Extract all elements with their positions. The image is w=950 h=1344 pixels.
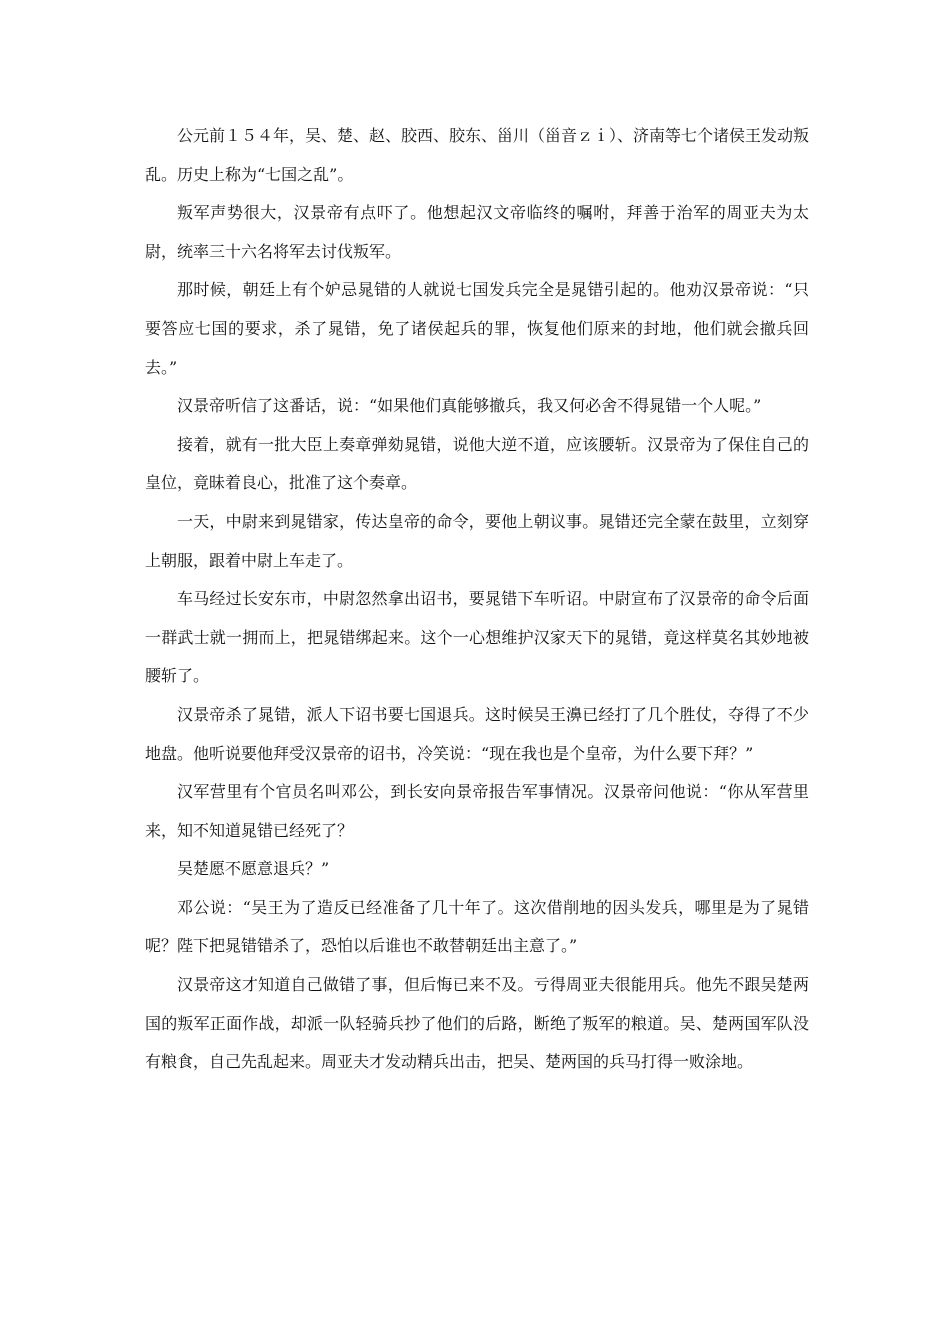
paragraph-9: 汉军营里有个官员名叫邓公，到长安向景帝报告军事情况。汉景帝问他说：“你从军营里来，知不知道晁错已经死了？ <box>145 782 809 840</box>
paragraph-12: 汉景帝这才知道自己做错了事，但后悔已来不及。亏得周亚夫很能用兵。他先不跟吴楚两国的叛军正面作战，却派一队轻骑兵抄了他们的后路，断绝了叛军的粮道。吴、楚两国军队没有粮食，自己先乱起来。周亚夫才发动精兵出击，把吴、楚两国的兵马打得一败涂地。 <box>145 975 809 1072</box>
paragraph-2: 叛军声势很大，汉景帝有点吓了。他想起汉文帝临终的嘱咐，拜善于治军的周亚夫为太尉，统率三十六名将军去讨伐叛军。 <box>145 203 809 261</box>
paragraph-8: 汉景帝杀了晁错，派人下诏书要七国退兵。这时候吴王濞已经打了几个胜仗，夺得了不少地盘。他听说要他拜受汉景帝的诏书，冷笑说：“现在我也是个皇帝，为什么要下拜？” <box>145 704 809 763</box>
document-body <box>145 117 809 1082</box>
paragraph-3: 那时候，朝廷上有个妒忌晁错的人就说七国发兵完全是晁错引起的。他劝汉景帝说：“只要答应七国的要求，杀了晁错，免了诸侯起兵的罪，恢复他们原来的封地，他们就会撤兵回去。” <box>145 280 809 377</box>
paragraph-7: 车马经过长安东市，中尉忽然拿出诏书，要晁错下车听诏。中尉宣布了汉景帝的命令后面一群武士就一拥而上，把晁错绑起来。这个一心想维护汉家天下的晁错，竟这样莫名其妙地被腰斩了。 <box>145 589 809 686</box>
paragraph-11: 邓公说：“吴王为了造反已经准备了几十年了。这次借削地的因头发兵，哪里是为了晁错呢？陛下把晁错错杀了，恐怕以后谁也不敢替朝廷出主意了。” <box>145 897 809 956</box>
paragraph-4: 汉景帝听信了这番话，说：“如果他们真能够撤兵，我又何必舍不得晁错一个人呢。” <box>177 396 762 416</box>
paragraph-6: 一天，中尉来到晁错家，传达皇帝的命令，要他上朝议事。晁错还完全蒙在鼓里，立刻穿上朝服，跟着中尉上车走了。 <box>145 511 809 570</box>
paragraph-10: 吴楚愿不愿意退兵？” <box>177 859 330 879</box>
paragraph-1: 公元前１５４年，吴、楚、赵、胶西、胶东、甾川（甾音ｚｉ）、济南等七个诸侯王发动叛乱。历史上称为“七国之乱”。 <box>145 126 810 184</box>
paragraph-5: 接着，就有一批大臣上奏章弹劾晁错，说他大逆不道，应该腰斩。汉景帝为了保住自己的皇位，竟昧着良心，批准了这个奏章。 <box>145 434 809 493</box>
